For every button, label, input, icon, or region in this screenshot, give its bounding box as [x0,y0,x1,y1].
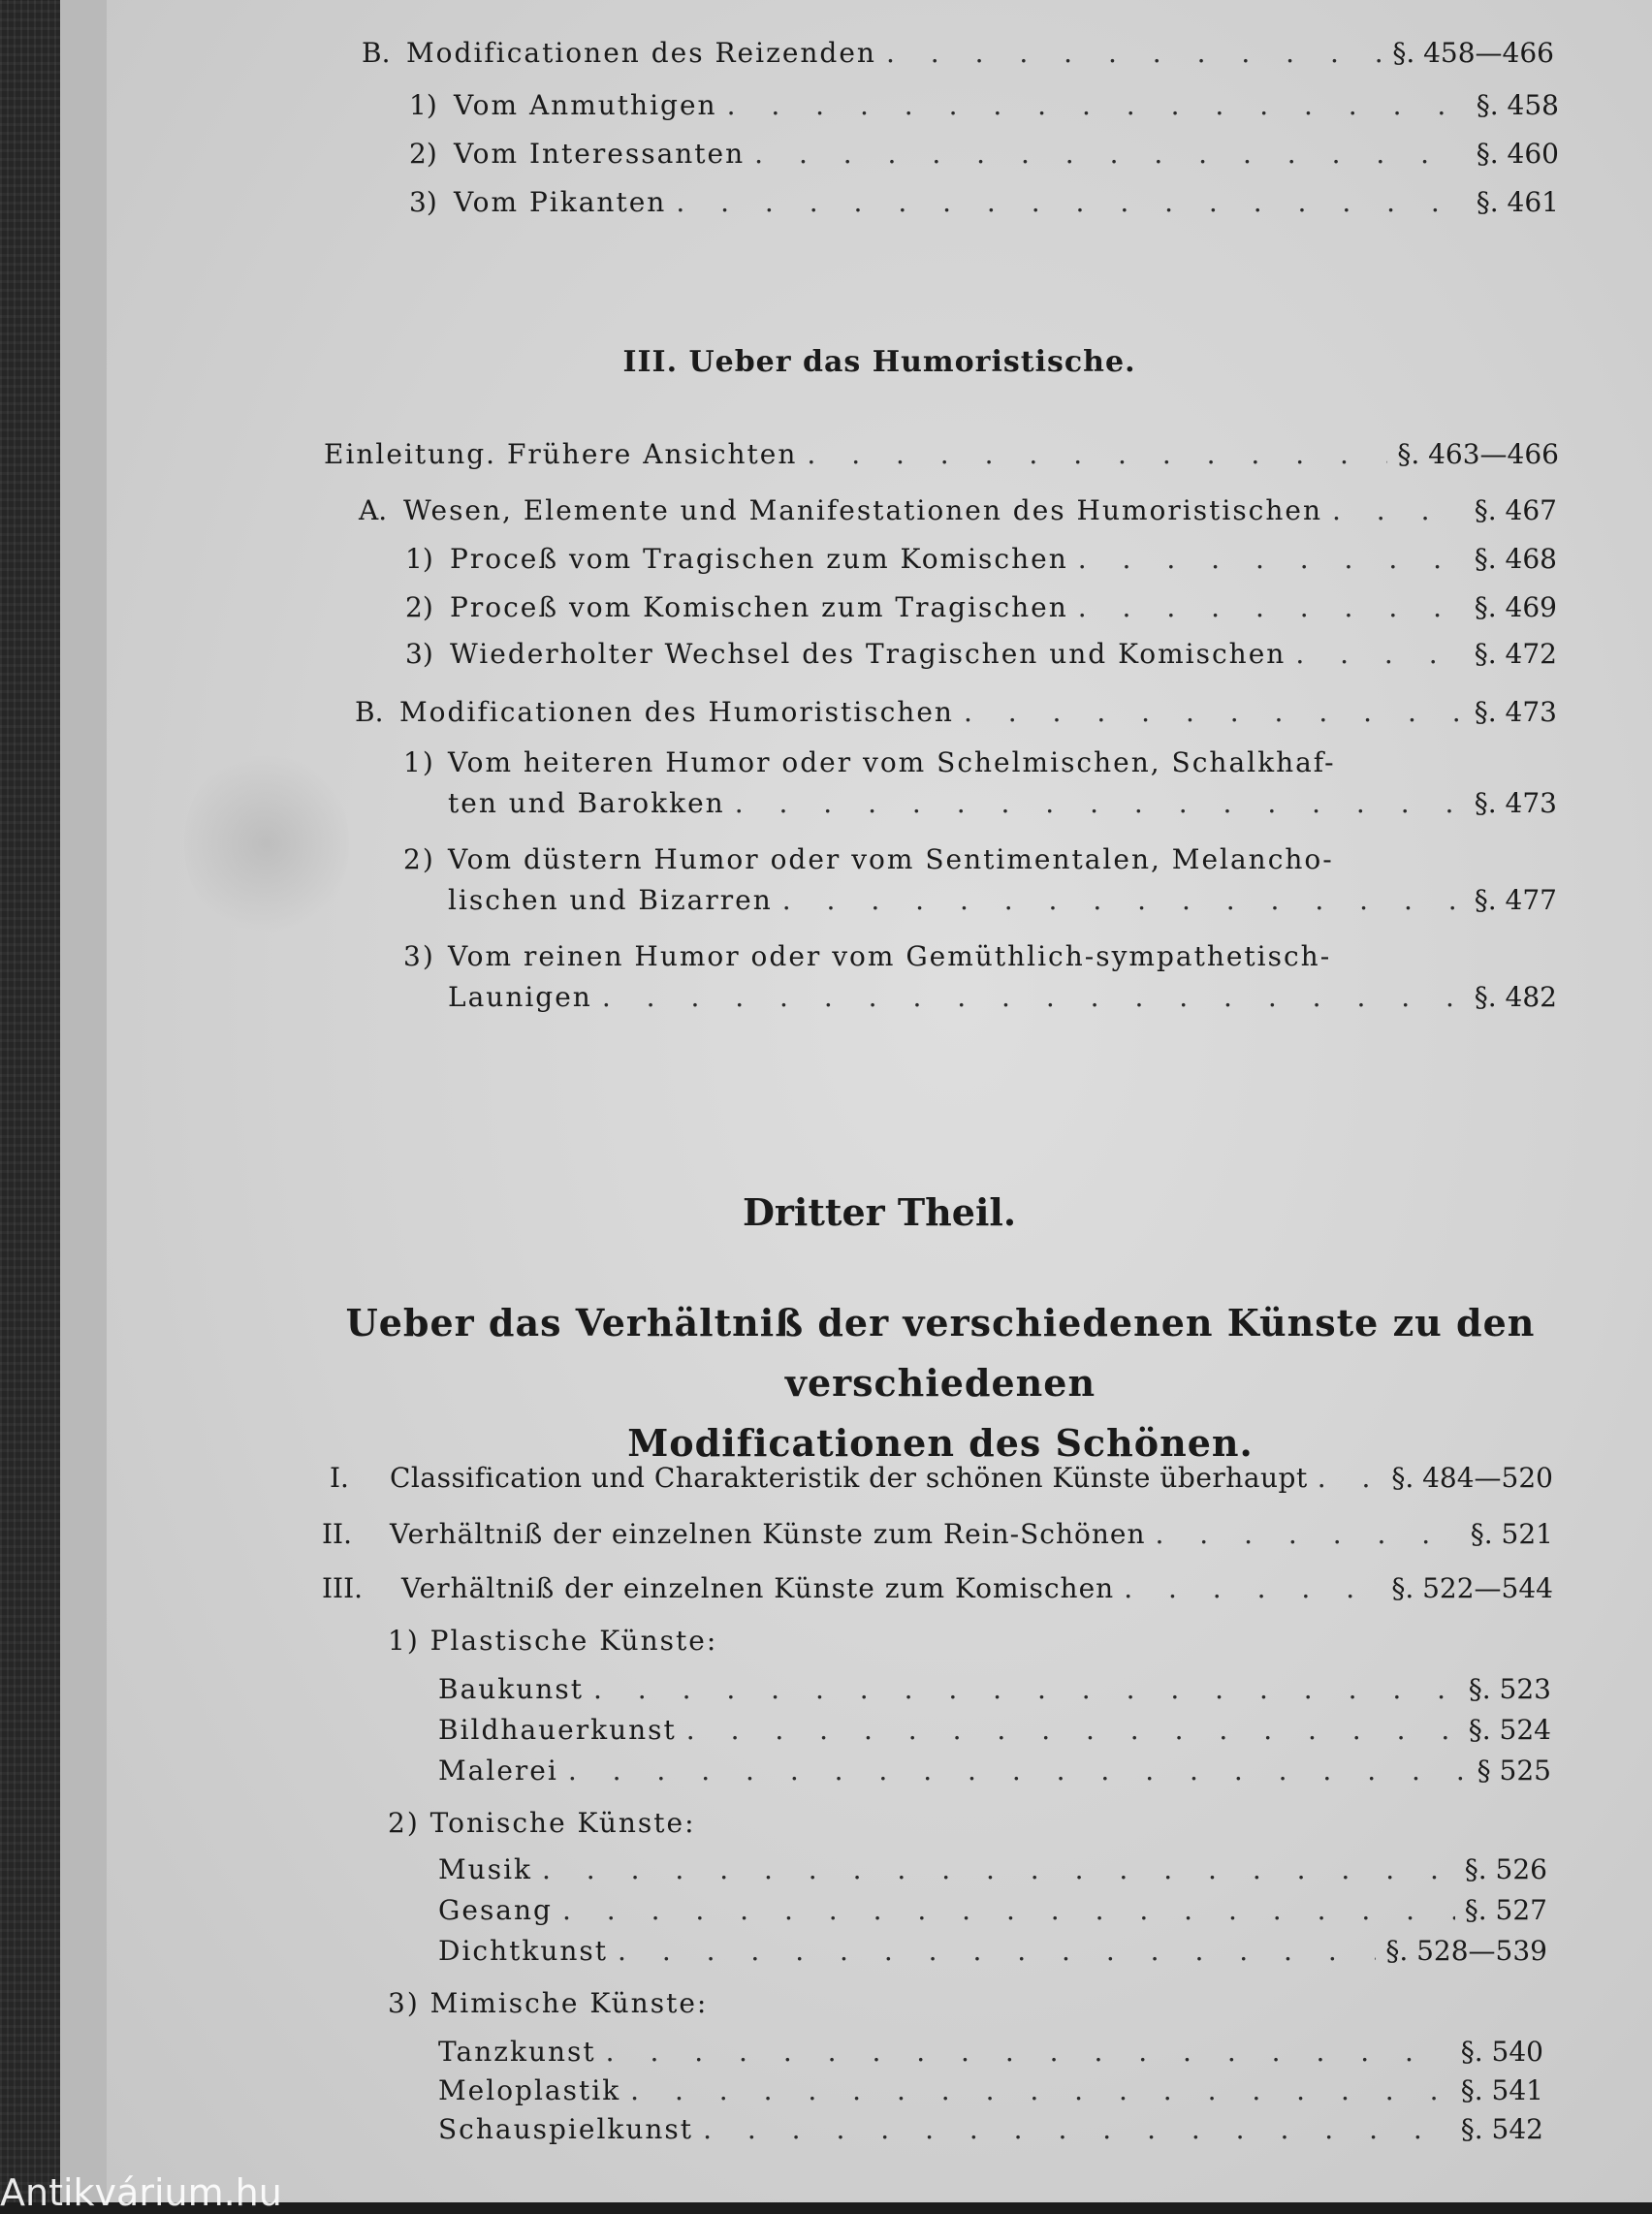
part-heading: Dritter Theil. [742,1190,1017,1234]
group-heading: 2) Tonische Künste: [388,1807,696,1839]
entry-ref: §. 524 [1468,1714,1551,1746]
entry-ref: §. 463—466 [1397,438,1559,470]
entry-number: A. [359,494,388,526]
entry-label: Vom reinen Humor oder vom Gemüthlich-sympathetisch- [448,940,1332,972]
toc-entry [438,1853,1547,1886]
entry-label: Wiederholter Wechsel des Tragischen und Komischen [450,638,1287,670]
paper-stain [184,746,349,940]
entry-ref: §. 468 [1474,543,1557,575]
entry-label: Vom Pikanten [454,186,667,218]
entry-label: Proceß vom Komischen zum Tragischen [450,591,1068,623]
entry-number: 2) [409,138,437,170]
toc-entry [438,2113,1543,2146]
leader-dots [630,2074,1451,2107]
entry-ref: §. 541 [1460,2074,1543,2106]
entry-label: Classification und Charakteristik der schönen Künste überhaupt [390,1462,1308,1494]
group-heading: 3) Mimische Künste: [388,1987,709,2019]
entry-label: Malerei [438,1755,558,1787]
toc-entry [438,1714,1551,1747]
page-edges [60,0,107,2202]
entry-label: Musik [438,1853,532,1885]
entry-label: Launigen [448,981,592,1013]
section-heading: III. Ueber das Humoristische. [622,345,1136,379]
entry-number: II. [322,1518,353,1550]
toc-entry-line1 [403,746,1336,779]
entry-label: Verhältniß der einzelnen Künste zum Komischen [401,1572,1115,1604]
toc-entry [409,186,1559,219]
toc-entry [405,638,1557,671]
entry-ref: §. 521 [1470,1518,1553,1550]
entry-number: III. [322,1572,364,1604]
leader-dots [886,37,1382,70]
leader-dots [676,186,1466,219]
entry-label: Vom heiteren Humor oder vom Schelmischen, Schalkhaf- [448,746,1336,778]
leader-dots [807,438,1387,471]
entry-ref: §. 467 [1474,494,1557,526]
leader-dots [1078,543,1465,576]
toc-entry [438,2074,1543,2107]
entry-ref: §. 473 [1474,696,1557,728]
leader-dots [1155,1518,1460,1551]
entry-ref: §. 540 [1460,2036,1543,2068]
leader-dots [618,1935,1376,1968]
entry-number: 1) [403,746,435,778]
entry-label: Proceß vom Tragischen zum Komischen [450,543,1068,575]
entry-number: B. [355,696,384,728]
toc-entry-einleitung [324,438,1559,471]
entry-label: Verhältniß der einzelnen Künste zum Rein-Schönen [390,1518,1146,1550]
leader-dots [562,1894,1455,1927]
toc-entry [438,1673,1551,1706]
entry-ref: §. 472 [1474,638,1557,670]
entry-label: Bildhauerkunst [438,1714,677,1746]
entry-ref: §. 473 [1474,787,1557,819]
entry-ref: §. 522—544 [1391,1572,1553,1604]
entry-label: ten und Barokken [448,787,725,819]
leader-dots [1332,494,1465,527]
toc-entry [438,1935,1547,1968]
entry-ref: §. 526 [1464,1853,1547,1885]
entry-ref: §. 523 [1468,1673,1551,1705]
entry-ref: §. 527 [1464,1894,1547,1926]
entry-ref: §. 461 [1476,186,1559,218]
entry-label: Gesang [438,1894,553,1926]
entry-label: Wesen, Elemente und Manifestationen des Humoristischen [403,494,1322,526]
entry-label: Vom Interessanten [454,138,746,170]
leader-dots [735,787,1465,820]
toc-entry [405,591,1557,624]
part-title [310,1293,1571,1473]
leader-dots [686,1714,1459,1747]
part-title-line: Ueber das Verhältniß der verschiedenen Künste zu den verschiedenen [345,1301,1536,1405]
entry-number: 3) [403,940,435,972]
toc-entry-line1 [403,843,1334,876]
entry-label: Einleitung. Frühere Ansichten [324,438,798,470]
entry-ref: § 525 [1477,1755,1551,1787]
leader-dots [593,1673,1459,1706]
toc-entry-roman [322,1518,1553,1551]
leader-dots [1295,638,1464,671]
entry-number: 1) [409,89,437,121]
leader-dots [782,884,1465,917]
toc-entry-line2 [448,787,1557,820]
leader-dots [542,1853,1455,1886]
entry-label: Schauspielkunst [438,2113,694,2145]
leader-dots [606,2036,1451,2069]
entry-ref: §. 482 [1474,981,1557,1013]
toc-entry-b-reizenden [362,37,1554,70]
toc-entry-line2 [448,884,1557,917]
leader-dots [727,89,1467,122]
toc-entry-roman [322,1572,1553,1605]
entry-number: I. [330,1462,349,1494]
entry-label: Vom düstern Humor oder vom Sentimentalen, Melancho- [448,843,1334,875]
entry-number: 3) [409,186,437,218]
entry-ref: §. 458 [1476,89,1559,121]
leader-dots [964,696,1465,729]
entry-number: 2) [405,591,433,623]
entry-label: Modificationen des Humoristischen [399,696,954,728]
leader-dots [1078,591,1465,624]
entry-ref: §. 542 [1460,2113,1543,2145]
part-title-line: Modificationen des Schönen. [627,1421,1254,1465]
toc-entry [438,1894,1547,1927]
entry-ref: §. 460 [1476,138,1559,170]
entry-ref: §. 484—520 [1391,1462,1553,1494]
entry-number: 2) [403,843,435,875]
toc-entry [438,2036,1543,2069]
entry-label: Modificationen des Reizenden [406,37,876,69]
entry-number: 1) [405,543,433,575]
toc-entry-a [359,494,1557,527]
toc-entry-line2 [448,981,1557,1014]
entry-ref: §. 469 [1474,591,1557,623]
entry-ref: §. 528—539 [1385,1935,1547,1967]
entry-label: Baukunst [438,1673,584,1705]
entry-number: B. [362,37,391,69]
toc-entry-b-humoristischen [355,696,1557,729]
entry-number: 3) [405,638,433,670]
entry-label: lischen und Bizarren [448,884,773,916]
leader-dots [1124,1572,1382,1605]
leader-dots [1318,1462,1382,1495]
entry-label: Meloplastik [438,2074,621,2106]
entry-ref: §. 477 [1474,884,1557,916]
toc-entry-line1 [403,940,1331,973]
entry-label: Dichtkunst [438,1935,609,1967]
group-heading: 1) Plastische Künste: [388,1625,718,1657]
toc-entry [409,138,1559,171]
leader-dots [754,138,1467,171]
entry-ref: §. 458—466 [1392,37,1554,69]
watermark: Antikvárium.hu [0,2171,282,2214]
entry-label: Vom Anmuthigen [454,89,717,121]
leader-dots [602,981,1465,1014]
toc-entry-roman [330,1462,1553,1495]
leader-dots [568,1755,1468,1787]
entry-label: Tanzkunst [438,2036,596,2068]
toc-entry [409,89,1559,122]
toc-entry [438,1755,1551,1787]
toc-entry [405,543,1557,576]
leader-dots [703,2113,1451,2146]
